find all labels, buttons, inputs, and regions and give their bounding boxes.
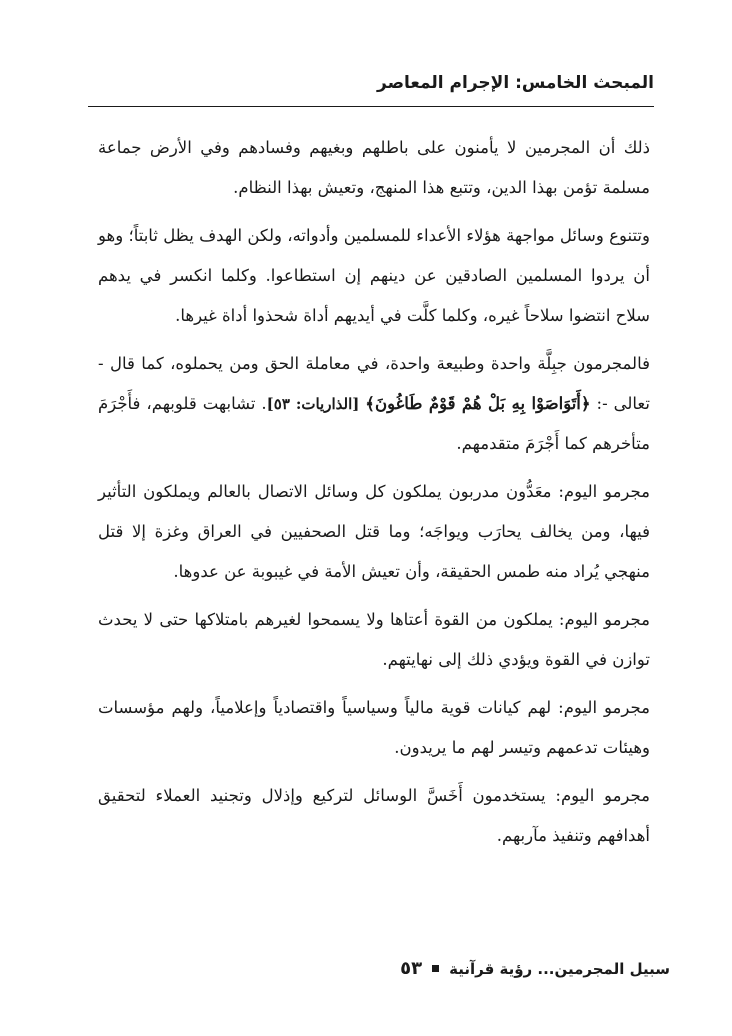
paragraph-quran bbox=[98, 344, 650, 464]
quran-close-bracket: ﴾ bbox=[365, 394, 375, 413]
paragraph-7: مجرمو اليوم: يستخدمون أَخَسَّ الوسائل لتركيع وإذلال وتجنيد العملاء لتحقيق أهدافهم وتنفيذ مآربهم. bbox=[98, 786, 650, 845]
paragraph-5: مجرمو اليوم: يملكون من القوة أعتاها ولا يسمحوا لغيرهم بامتلاكها حتى لا يحدث توازن في القوة ويؤدي ذلك إلى نهايتهم. bbox=[98, 610, 650, 669]
paragraph-4: مجرمو اليوم: معَدُّون مدربون يملكون كل وسائل الاتصال بالعالم ويملكون التأثير فيها، ومن يخالف يحارَب ويواجَه؛ وما قتل الصحفيين في العراق وغزة إلا قتل منهجي يُراد منه طمس الحقيقة، وأن تعيش الأمة في غيبوبة عن عدوها. bbox=[98, 482, 650, 581]
quran-intro-text: فالمجرمون جبِلَّة واحدة وطبيعة واحدة، في معاملة الحق ومن يحملوه، كما قال - تعالى -: bbox=[98, 354, 650, 413]
running-footer bbox=[62, 958, 670, 979]
page-number: ٥٣ bbox=[400, 958, 423, 979]
paragraph-2: وتتنوع وسائل مواجهة هؤلاء الأعداء للمسلمين وأدواته، ولكن الهدف يظل ثابتاً؛ وهو أن يردوا المسلمين الصادقين عن دينهم إن استطاعوا. وكلما انكسر في يدهم سلاح انتضوا سلاحاً غيره، وكلما كلَّت في أيديهم أداة شحذوا أداة غيرها. bbox=[98, 226, 650, 325]
running-header bbox=[88, 70, 654, 96]
paragraph-1: ذلك أن المجرمين لا يأمنون على باطلهم وبغيهم وفسادهم وفي الأرض جماعة مسلمة تؤمن بهذا الدين، وتتبع هذا المنهج، وتعيش بهذا النظام. bbox=[98, 138, 650, 197]
quran-reference: [الذاريات: ٥٣] bbox=[266, 395, 360, 413]
header-divider bbox=[88, 106, 654, 107]
section-title: المبحث الخامس: الإجرام المعاصر bbox=[377, 73, 654, 93]
square-bullet-icon bbox=[432, 965, 439, 972]
quran-open-bracket: ﴿ bbox=[580, 394, 591, 413]
quran-after-text: . تشابهت قلوبهم، فأَجْرَمَ متأخرهم كما أَجْرَمَ متقدمهم. bbox=[98, 394, 650, 453]
page-body bbox=[98, 128, 650, 864]
quran-verse: أَتَوَاصَوْا بِهِ بَلْ هُمْ قَوْمٌ طَاغُونَ bbox=[374, 394, 581, 413]
paragraph-6: مجرمو اليوم: لهم كيانات قوية مالياً وسياسياً واقتصادياً وإعلامياً، ولهم مؤسسات وهيئات تدعمهم وتيسر لهم ما يريدون. bbox=[98, 698, 650, 757]
footer-book-title: سبيل المجرمين... رؤية قرآنية bbox=[449, 959, 670, 978]
